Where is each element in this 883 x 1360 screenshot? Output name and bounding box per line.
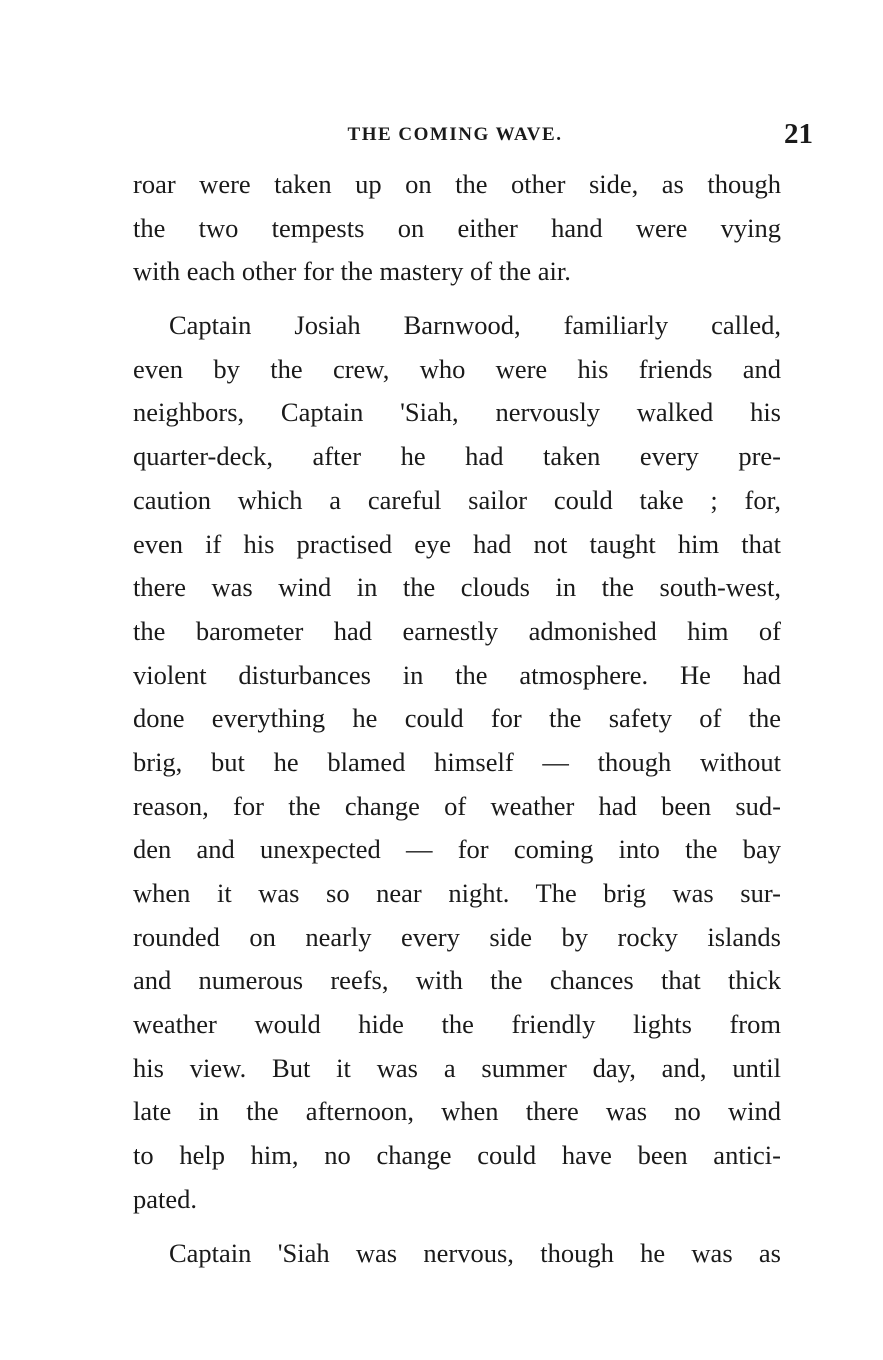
running-head [0,118,883,152]
paragraph [133,163,781,294]
text-line: weather would hide the friendly lights from [133,1009,781,1040]
body-text [133,163,781,1285]
text-line: when it was so near night. The brig was sur- [133,878,781,908]
text-line: reason, for the change of weather had been sud- [133,790,781,821]
text-line: to help him, no change could have been antici- [133,1140,781,1171]
paragraph [133,1232,781,1276]
text-line: with each other for the mastery of the air. [133,256,571,287]
text-line: done everything he could for the safety of the [133,703,781,734]
text-line: brig, but he blamed himself — though without [133,746,781,777]
text-line: roar were taken up on the other side, as though [133,169,781,199]
text-line: rounded on nearly every side by rocky islands [133,921,781,952]
text-line: caution which a careful sailor could take ; for, [133,484,781,515]
running-title: THE COMING WAVE. [347,124,563,145]
text-line: pated. [133,1183,198,1214]
text-line: Captain Josiah Barnwood, familiarly called, [169,310,781,341]
text-line: violent disturbances in the atmosphere. He had [133,659,781,690]
text-line: den and unexpected — for coming into the bay [133,834,781,865]
text-line: late in the afternoon, when there was no wind [133,1096,781,1127]
text-line: and numerous reefs, with the chances that thick [133,965,781,996]
text-line: the two tempests on either hand were vying [133,212,781,243]
text-line: there was wind in the clouds in the south-west, [133,572,781,603]
text-line: neighbors, Captain 'Siah, nervously walked his [133,397,781,428]
paragraph [133,304,781,1221]
text-line: Captain 'Siah was nervous, though he was as [169,1237,781,1268]
text-line: even by the crew, who were his friends and [133,353,781,384]
text-line: his view. But it was a summer day, and, until [133,1052,781,1083]
text-line: quarter-deck, after he had taken every pre- [133,441,781,472]
text-line: the barometer had earnestly admonished him of [133,615,781,646]
page-number: 21 [784,118,813,150]
text-line: even if his practised eye had not taught him that [133,528,781,559]
